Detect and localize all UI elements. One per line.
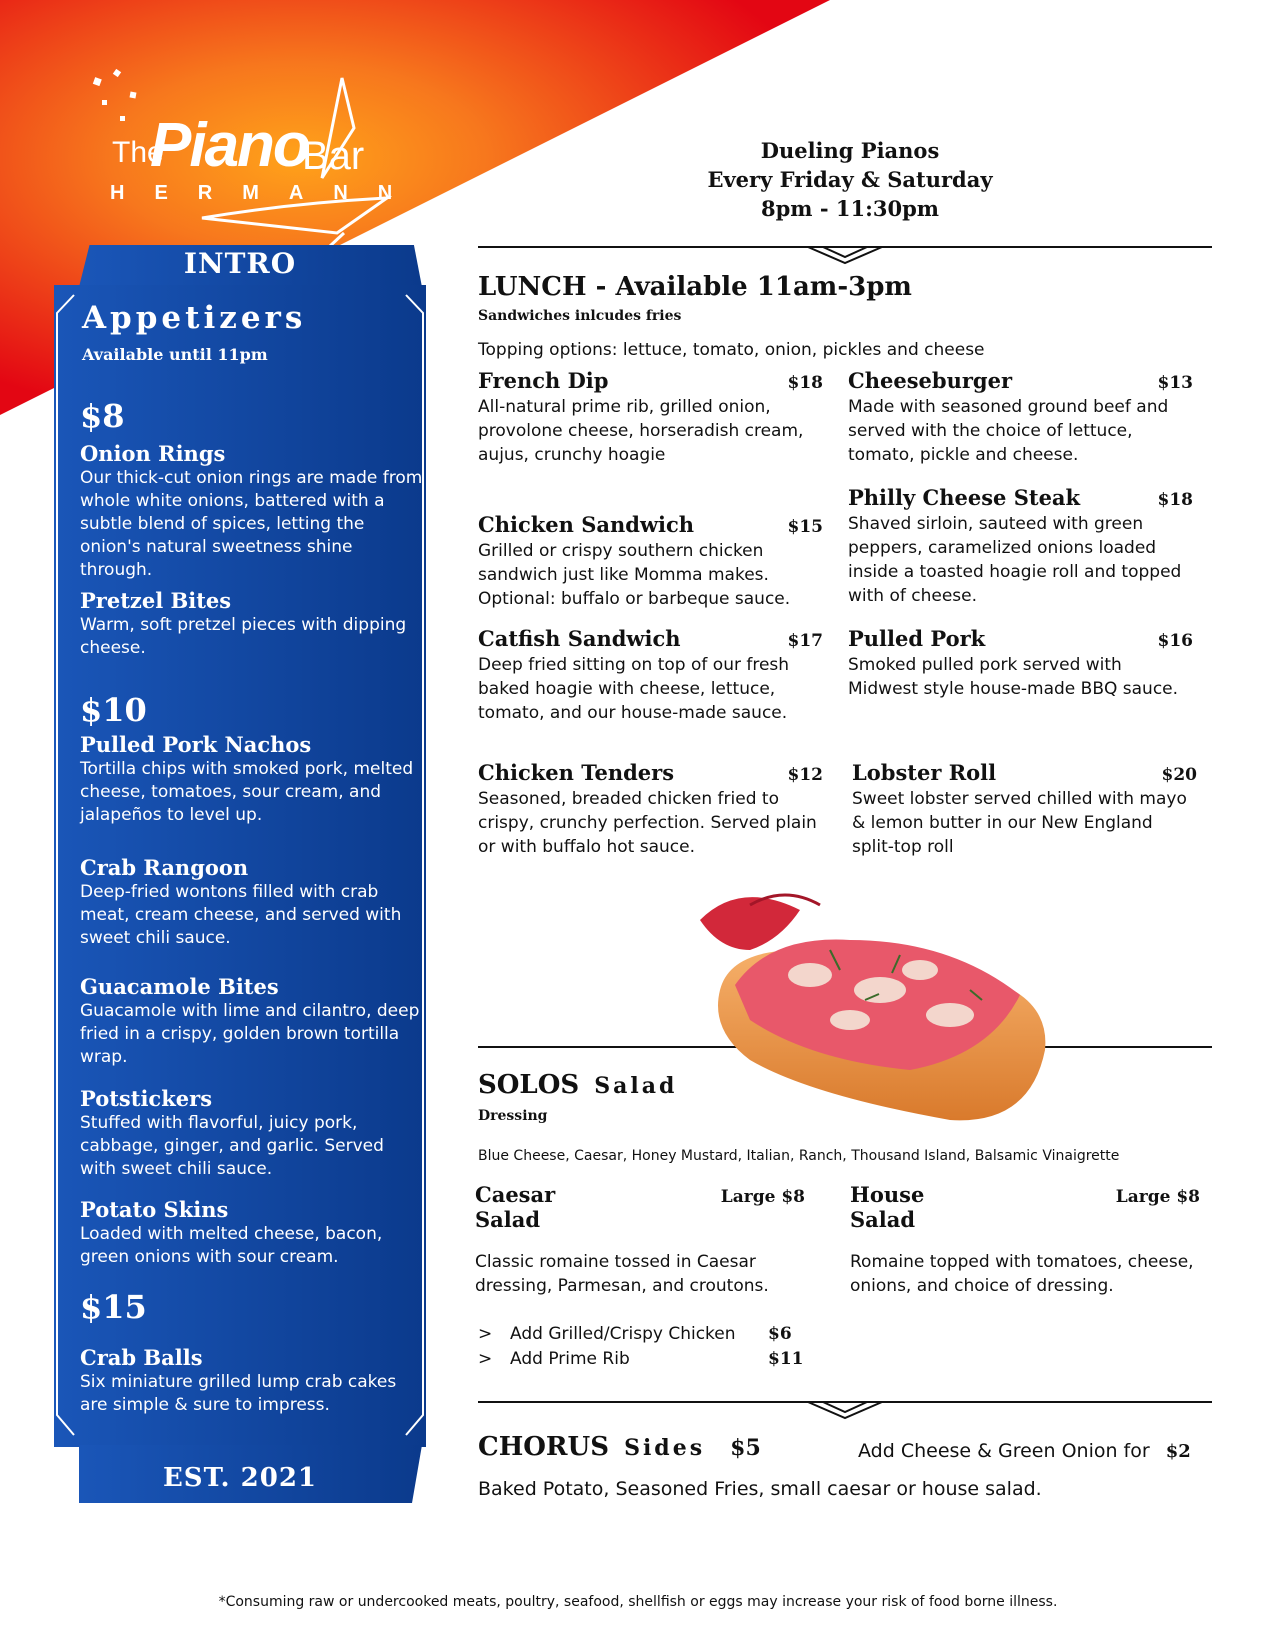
- chorus-heading: [478, 1432, 761, 1462]
- item-desc: Six miniature grilled lump crab cakes are simple & sure to impress.: [80, 1372, 397, 1415]
- chorus-subtitle-sides: Sides: [624, 1435, 706, 1461]
- item-desc: Guacamole with lime and cilantro, deep fried in a crispy, golden brown tortilla wrap.: [80, 1001, 420, 1067]
- item-price: $18: [1157, 490, 1193, 510]
- lunch-item: [848, 368, 1193, 467]
- appetizer-item: [80, 441, 425, 582]
- footer-disclaimer: *Consuming raw or undercooked meats, poultry, seafood, shellfish or eggs may increase your risk of food borne illness.: [218, 1594, 1058, 1610]
- lunch-item: [852, 760, 1197, 859]
- item-name: Pulled Pork: [848, 626, 986, 651]
- addon-row: [478, 1322, 808, 1347]
- item-name: Catfish Sandwich: [478, 626, 681, 651]
- item-name: Crab Balls: [80, 1345, 203, 1370]
- event-days: Every Friday & Saturday: [707, 167, 993, 192]
- addon-list: [478, 1322, 808, 1372]
- logo-piano: Piano: [150, 111, 309, 180]
- addon-price: $6: [768, 1324, 792, 1344]
- item-name: Chicken Sandwich: [478, 512, 695, 537]
- lunch-item: [848, 485, 1193, 608]
- item-name: Caesar: [475, 1182, 556, 1207]
- salad-item: [475, 1182, 805, 1298]
- item-desc: Tortilla chips with smoked pork, melted cheese, tomatoes, sour cream, and jalapeños to level up.: [80, 759, 414, 825]
- item-name: Chicken Tenders: [478, 760, 675, 785]
- chorus-addon-label: Add Cheese & Green Onion for: [858, 1440, 1150, 1462]
- item-name: Crab Rangoon: [80, 855, 249, 880]
- chorus-addon-price: $2: [1165, 1441, 1191, 1462]
- item-desc: Sweet lobster served chilled with mayo & lemon butter in our New England split-top roll: [852, 789, 1187, 857]
- lunch-item: [478, 760, 823, 859]
- event-banner: [700, 136, 1000, 223]
- item-name: Philly Cheese Steak: [848, 485, 1081, 510]
- tab-intro: INTRO: [183, 247, 297, 280]
- item-desc: Smoked pulled pork served with Midwest style house-made BBQ sauce.: [848, 655, 1179, 699]
- lunch-item: [848, 626, 1193, 701]
- section-divider: [478, 1394, 1212, 1424]
- appetizer-item: [80, 588, 425, 660]
- lobster-roll-image: [690, 880, 1070, 1130]
- item-desc: Our thick-cut onion rings are made from whole white onions, battered with a subtle blend of spices, letting the onion's natural sweetness shine through.: [80, 468, 423, 580]
- item-desc: Warm, soft pretzel pieces with dipping cheese.: [80, 615, 407, 658]
- appetizer-item: [80, 974, 425, 1069]
- item-price: $13: [1157, 373, 1193, 393]
- appetizer-panel: [54, 245, 449, 1585]
- item-name: Potstickers: [80, 1086, 213, 1111]
- lunch-item: [478, 512, 823, 611]
- logo-location: HERMANN: [110, 182, 423, 204]
- addon-marker: >: [478, 1349, 493, 1369]
- appetizer-item: [80, 1345, 425, 1417]
- price-group-10: $10: [80, 691, 147, 729]
- solos-heading: [478, 1070, 677, 1100]
- item-price: $15: [787, 517, 823, 537]
- item-name: Pulled Pork Nachos: [80, 732, 312, 757]
- item-price: $16: [1157, 631, 1193, 651]
- addon-row: [478, 1347, 808, 1372]
- item-desc: Loaded with melted cheese, bacon, green onions with sour cream.: [80, 1224, 383, 1267]
- item-desc: Shaved sirloin, sauteed with green peppers, caramelized onions loaded inside a toasted hoagie roll and topped with of cheese.: [848, 514, 1182, 606]
- item-name: Pretzel Bites: [80, 588, 232, 613]
- item-name: Onion Rings: [80, 441, 226, 466]
- item-desc: Seasoned, breaded chicken fried to crispy, crunchy perfection. Served plain or with buffalo hot sauce.: [478, 789, 817, 857]
- chorus-addon: [858, 1440, 1191, 1462]
- item-name-line2: Salad: [850, 1207, 916, 1232]
- solos-dressing-label: Dressing: [478, 1108, 548, 1124]
- item-name: Cheeseburger: [848, 368, 1013, 393]
- lunch-item: [478, 626, 823, 725]
- appetizer-item: [80, 732, 425, 827]
- chorus-title: CHORUS: [478, 1432, 609, 1462]
- solos-subtitle-salad: Salad: [594, 1073, 678, 1099]
- solos-title: SOLOS: [478, 1070, 580, 1100]
- item-desc: Classic romaine tossed in Caesar dressing, Parmesan, and croutons.: [475, 1252, 769, 1296]
- item-price: Large $8: [720, 1187, 805, 1207]
- item-name: Lobster Roll: [852, 760, 997, 785]
- item-price: Large $8: [1115, 1187, 1200, 1207]
- item-desc: Stuffed with flavorful, juicy pork, cabbage, ginger, and garlic. Served with sweet chili sauce.: [80, 1113, 384, 1179]
- addon-label: Add Grilled/Crispy Chicken: [510, 1324, 736, 1344]
- appetizers-subtitle: Available until 11pm: [82, 345, 268, 364]
- item-price: $18: [787, 373, 823, 393]
- addon-price: $11: [768, 1349, 804, 1369]
- event-title: Dueling Pianos: [760, 138, 940, 163]
- lunch-toppings: Topping options: lettuce, tomato, onion, pickles and cheese: [478, 340, 985, 360]
- price-group-8: $8: [80, 397, 125, 435]
- item-desc: Deep fried sitting on top of our fresh baked hoagie with cheese, lettuce, tomato, and our house-made sauce.: [478, 655, 790, 723]
- section-divider: [478, 235, 1212, 265]
- appetizer-item: [80, 855, 425, 950]
- item-name: French Dip: [478, 368, 609, 393]
- logo-the: The: [112, 136, 164, 169]
- chorus-desc: Baked Potato, Seasoned Fries, small caesar or house salad.: [478, 1478, 1042, 1500]
- salad-item: [850, 1182, 1200, 1298]
- item-desc: Romaine topped with tomatoes, cheese, onions, and choice of dressing.: [850, 1252, 1194, 1296]
- event-time: 8pm - 11:30pm: [761, 196, 939, 221]
- tab-established: EST. 2021: [162, 1463, 318, 1493]
- item-desc: Deep-fried wontons filled with crab meat, cream cheese, and served with sweet chili sauce.: [80, 882, 402, 948]
- addon-label: Add Prime Rib: [510, 1349, 630, 1369]
- lunch-subtitle: Sandwiches inlcudes fries: [478, 308, 682, 324]
- price-group-15: $15: [80, 1288, 147, 1326]
- item-name: Potato Skins: [80, 1197, 229, 1222]
- chorus-price: $5: [730, 1435, 761, 1461]
- brand-logo: [92, 68, 422, 268]
- lunch-title: LUNCH - Available 11am-3pm: [478, 272, 912, 302]
- appetizer-item: [80, 1086, 425, 1181]
- item-desc: All-natural prime rib, grilled onion, provolone cheese, horseradish cream, aujus, crunchy hoagie: [478, 397, 804, 465]
- item-price: $12: [787, 765, 823, 785]
- item-desc: Made with seasoned ground beef and served with the choice of lettuce, tomato, pickle and cheese.: [848, 397, 1169, 465]
- lunch-item: [478, 368, 823, 467]
- item-desc: Grilled or crispy southern chicken sandwich just like Momma makes. Optional: buffalo or barbeque sauce.: [478, 541, 791, 609]
- item-name-line2: Salad: [475, 1207, 541, 1232]
- appetizer-item: [80, 1197, 425, 1269]
- item-name: Guacamole Bites: [80, 974, 279, 999]
- addon-marker: >: [478, 1324, 493, 1344]
- item-name: House: [850, 1182, 925, 1207]
- logo-bar: Bar: [302, 134, 365, 178]
- item-price: $17: [787, 631, 823, 651]
- dressing-list: Blue Cheese, Caesar, Honey Mustard, Italian, Ranch, Thousand Island, Balsamic Vinaigrette: [478, 1148, 1120, 1164]
- appetizers-title: Appetizers: [82, 300, 307, 336]
- item-price: $20: [1161, 765, 1197, 785]
